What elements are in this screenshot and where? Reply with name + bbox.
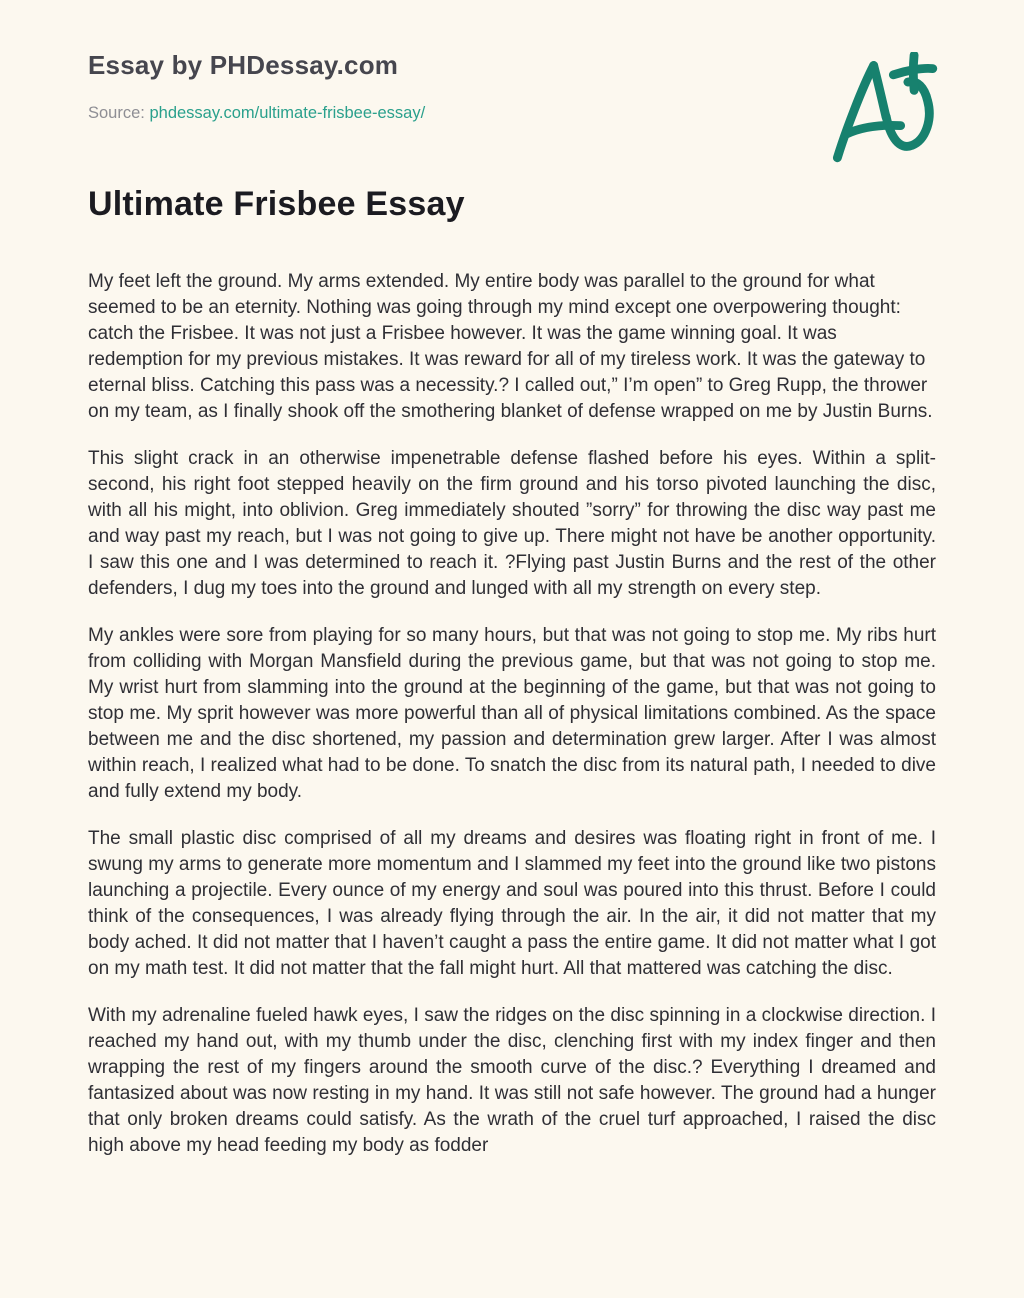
essay-paragraph-3: My ankles were sore from playing for so many hours, but that was not going to stop me. My ribs hurt from colliding with Morgan Mansfield during the previous game, but that was not going to stop me. My wrist hurt from slamming into the ground at the beginning of the game, but that was not going to stop me. My sprit however was more powerful than all of physical limitations combined. As the space between me and the disc shortened, my passion and determination grew larger. After I was almost within reach, I realized what had to be done. To snatch the disc from its natural path, I needed to dive and fully extend my body. [88, 625, 936, 802]
essay-body [88, 269, 936, 1180]
a-plus-logo-icon [824, 52, 942, 164]
essay-paragraph-2: This slight crack in an otherwise impenetrable defense flashed before his eyes. Within a split-second, his right foot stepped heavily on the firm ground and his torso pivoted launching the disc, with all his might, into oblivion. Greg immediately shouted ”sorry” for throwing the disc way past me and way past my reach, but I was not going to give up. There might not have be another opportunity. I saw this one and I was determined to reach it. ?Flying past Justin Burns and the rest of the other defenders, I dug my toes into the ground and lunged with all my strength on every step. [88, 448, 936, 599]
essay-paragraph-4: The small plastic disc comprised of all my dreams and desires was floating right in front of me. I swung my arms to generate more momentum and I slammed my feet into the ground like two pistons launching a projectile. Every ounce of my energy and soul was poured into this thrust. Before I could think of the consequences, I was already flying through the air. In the air, it did not matter that my body ached. It did not matter that I haven’t caught a pass the entire game. It did not matter what I got on my math test. It did not matter that the fall might hurt. All that mattered was catching the disc. [88, 828, 936, 979]
source-line [88, 104, 936, 123]
page-title: Ultimate Frisbee Essay [88, 185, 465, 223]
essay-paragraph-5: With my adrenaline fueled hawk eyes, I saw the ridges on the disc spinning in a clockwise direction. I reached my hand out, with my thumb under the disc, clenching first with my index finger and then wrapping the rest of my fingers around the smooth curve of the disc.? Everything I dreamed and fantasized about was now resting in my hand. It was still not safe however. The ground had a hunger that only broken dreams could satisfy. As the wrath of the cruel turf approached, I raised the disc high above my head feeding my body as fodder [88, 1005, 936, 1156]
essay-paragraph-1: My feet left the ground. My arms extended. My entire body was parallel to the ground for what seemed to be an eternity. Nothing was going through my mind except one overpowering thought: catch the Frisbee. It was not just a Frisbee however. It was the game winning goal. It was redemption for my previous mistakes. It was reward for all of my tireless work. It was the gateway to eternal bliss. Catching this pass was a necessity.? I called out,” I’m open” to Greg Rupp, the thrower on my team, as I finally shook off the smothering blanket of defense wrapped on me by Justin Burns. [88, 271, 933, 422]
source-link[interactable]: phdessay.com/ultimate-frisbee-essay/ [149, 104, 426, 122]
header [88, 50, 936, 123]
source-label: Source: [88, 104, 145, 122]
brand-title: Essay by PHDessay.com [88, 50, 399, 80]
